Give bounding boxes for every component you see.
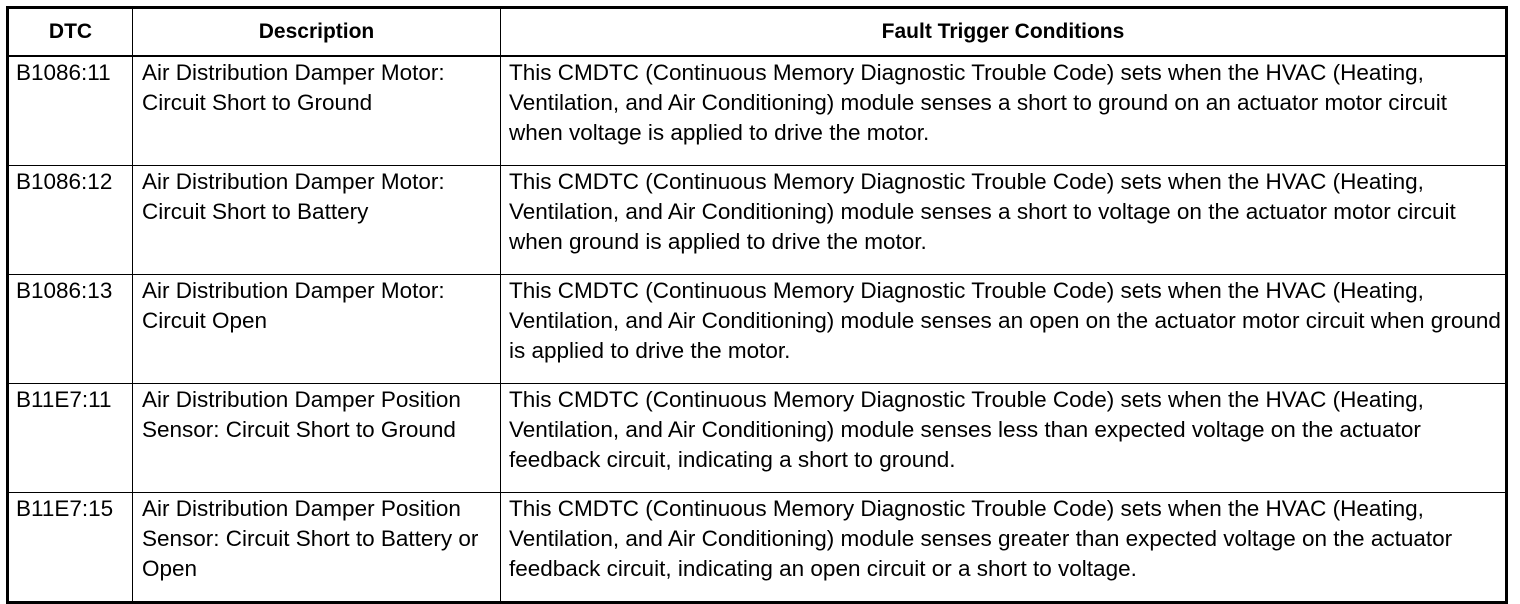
dtc-description: Air Distribution Damper Motor: Circuit Short to Battery	[133, 166, 501, 275]
dtc-code: B1086:12	[8, 166, 133, 275]
dtc-code: B1086:11	[8, 56, 133, 166]
fault-trigger-conditions: This CMDTC (Continuous Memory Diagnostic Trouble Code) sets when the HVAC (Heating, Ventilation, and Air Conditioning) module senses less than expected voltage on the actuator feedback circuit, indicating a short to ground.	[501, 384, 1507, 493]
dtc-description: Air Distribution Damper Position Sensor: Circuit Short to Ground	[133, 384, 501, 493]
fault-trigger-conditions: This CMDTC (Continuous Memory Diagnostic Trouble Code) sets when the HVAC (Heating, Ventilation, and Air Conditioning) module senses an open on the actuator motor circuit when ground is applied to drive the motor.	[501, 275, 1507, 384]
dtc-description: Air Distribution Damper Motor: Circuit Short to Ground	[133, 56, 501, 166]
header-conditions: Fault Trigger Conditions	[501, 8, 1507, 57]
dtc-code: B1086:13	[8, 275, 133, 384]
dtc-code: B11E7:11	[8, 384, 133, 493]
table-body	[8, 56, 1507, 603]
header-description: Description	[133, 8, 501, 57]
fault-trigger-conditions: This CMDTC (Continuous Memory Diagnostic Trouble Code) sets when the HVAC (Heating, Ventilation, and Air Conditioning) module senses a short to voltage on the actuator motor circuit when ground is applied to drive the motor.	[501, 166, 1507, 275]
table-row	[8, 56, 1507, 166]
fault-trigger-conditions: This CMDTC (Continuous Memory Diagnostic Trouble Code) sets when the HVAC (Heating, Ventilation, and Air Conditioning) module senses a short to ground on an actuator motor circuit when voltage is applied to drive the motor.	[501, 56, 1507, 166]
header-dtc: DTC	[8, 8, 133, 57]
dtc-description: Air Distribution Damper Position Sensor: Circuit Short to Battery or Open	[133, 493, 501, 603]
dtc-code: B11E7:15	[8, 493, 133, 603]
dtc-description: Air Distribution Damper Motor: Circuit Open	[133, 275, 501, 384]
table-row	[8, 493, 1507, 603]
fault-trigger-conditions: This CMDTC (Continuous Memory Diagnostic Trouble Code) sets when the HVAC (Heating, Ventilation, and Air Conditioning) module senses greater than expected voltage on the actuator feedback circuit, indicating an open circuit or a short to voltage.	[501, 493, 1507, 603]
table-row	[8, 275, 1507, 384]
header-row	[8, 8, 1507, 57]
table-header	[8, 8, 1507, 57]
table-row	[8, 384, 1507, 493]
dtc-table	[6, 6, 1508, 604]
table-row	[8, 166, 1507, 275]
